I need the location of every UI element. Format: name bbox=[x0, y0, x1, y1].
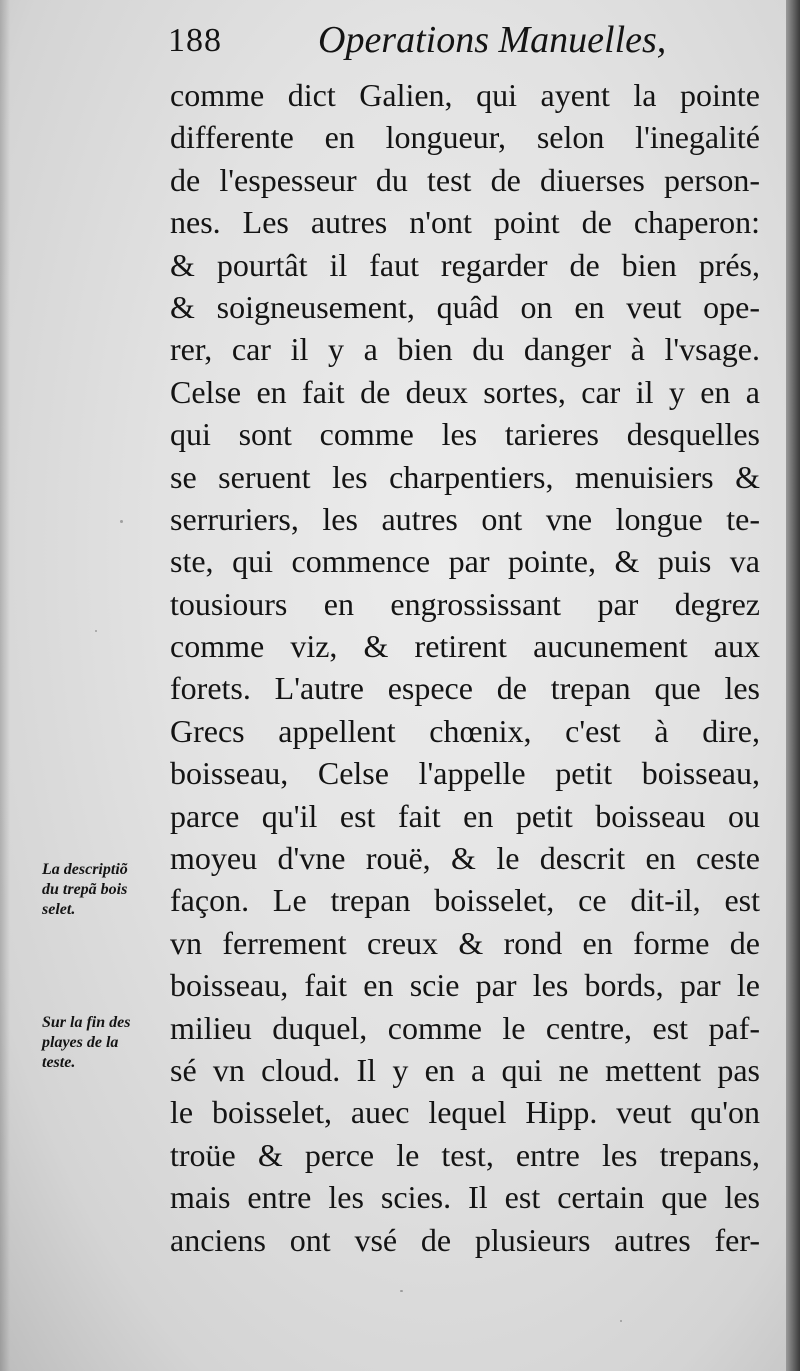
text-line: vn ferrement creux & rond en forme de bbox=[170, 924, 760, 961]
text-line: rer, car il y a bien du danger à l'vsage. bbox=[170, 331, 760, 368]
margin-note-line: Sur la fin des bbox=[42, 1014, 131, 1031]
text-line: parce qu'il est fait en petit boisseau ou bbox=[170, 797, 760, 834]
paper-speck bbox=[620, 1320, 622, 1322]
text-line: ste, qui commence par pointe, & puis va bbox=[170, 543, 760, 580]
text-line: & pourtât il faut regarder de bien prés, bbox=[170, 246, 760, 283]
paper-speck bbox=[400, 1290, 403, 1292]
margin-note-line: du trepã bois bbox=[42, 881, 128, 898]
text-line: differente en longueur, selon l'inegalité bbox=[170, 119, 760, 156]
text-line: Celse en fait de deux sortes, car il y en a bbox=[170, 373, 760, 410]
page-gutter-shadow bbox=[0, 0, 10, 1371]
text-line: de l'espesseur du test de diuerses person- bbox=[170, 161, 760, 198]
running-title: Operations Manuelles, bbox=[318, 19, 667, 61]
text-line: se seruent les charpentiers, menuisiers & bbox=[170, 458, 760, 495]
text-line: comme viz, & retirent aucunement aux bbox=[170, 628, 760, 665]
text-line: milieu duquel, comme le centre, est paf- bbox=[170, 1009, 760, 1046]
text-line: anciens ont vsé de plusieurs autres fer- bbox=[170, 1221, 760, 1258]
text-line: comme dict Galien, qui ayent la pointe bbox=[170, 77, 760, 113]
text-line: forets. L'autre espece de trepan que les bbox=[170, 670, 760, 707]
text-line: mais entre les scies. Il est certain que les bbox=[170, 1179, 760, 1216]
text-line: Grecs appellent chœnix, c'est à dire, bbox=[170, 712, 760, 749]
page-header bbox=[168, 18, 768, 68]
text-line: boisseau, Celse l'appelle petit boisseau, bbox=[170, 755, 760, 792]
text-line: troüe & perce le test, entre les trepans, bbox=[170, 1136, 760, 1173]
margin-note-line: playes de la bbox=[42, 1034, 119, 1051]
body-text bbox=[170, 74, 760, 1261]
margin-note-description bbox=[42, 860, 170, 920]
margin-note-line: teste. bbox=[42, 1054, 76, 1071]
text-line: qui sont comme les tarieres desquelles bbox=[170, 416, 760, 453]
page-number: 188 bbox=[168, 22, 222, 59]
paper-speck bbox=[120, 520, 123, 523]
text-line: serruriers, les autres ont vne longue te- bbox=[170, 500, 760, 537]
margin-note-line: La descriptiõ bbox=[42, 861, 128, 878]
text-line: le boisselet, auec lequel Hipp. veut qu'on bbox=[170, 1094, 760, 1131]
text-line: tousiours en engrossissant par degrez bbox=[170, 585, 760, 622]
text-line: moyeu d'vne rouë, & le descrit en ceste bbox=[170, 840, 760, 877]
text-line: & soigneusement, quâd on en veut ope- bbox=[170, 288, 760, 325]
margin-note-line: selet. bbox=[42, 901, 76, 918]
text-line: boisseau, fait en scie par les bords, par le bbox=[170, 967, 760, 1004]
text-line: nes. Les autres n'ont point de chaperon: bbox=[170, 204, 760, 241]
text-line: façon. Le trepan boisselet, ce dit-il, est bbox=[170, 882, 760, 919]
text-line: sé vn cloud. Il y en a qui ne mettent pas bbox=[170, 1051, 760, 1088]
margin-note-wounds bbox=[42, 1013, 170, 1073]
page-edge-shadow bbox=[786, 0, 800, 1371]
paper-speck bbox=[95, 630, 97, 632]
